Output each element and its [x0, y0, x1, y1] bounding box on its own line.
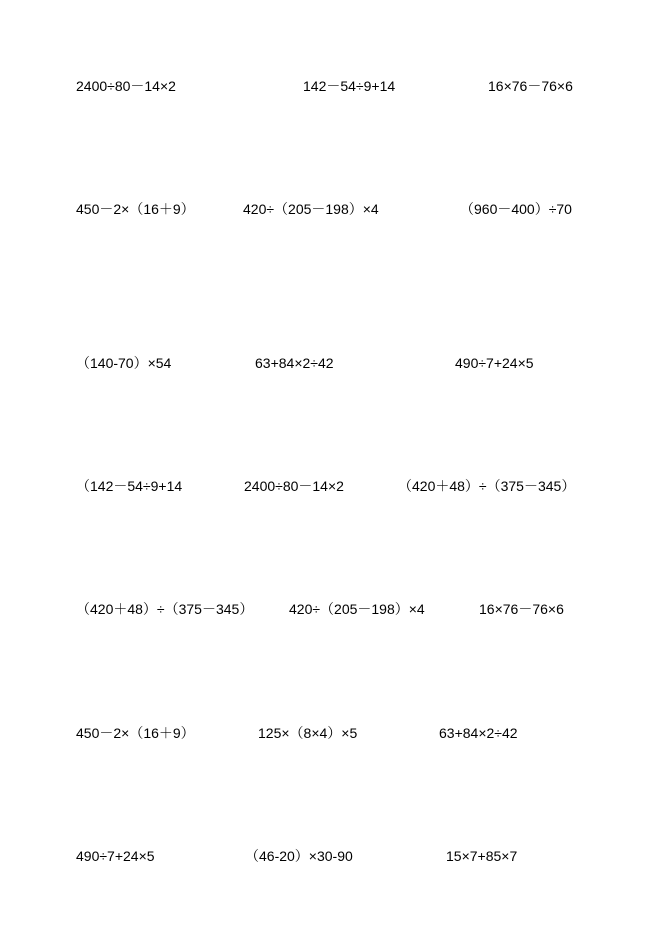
problem: 420÷（205－198）×4	[243, 201, 379, 217]
problem: （420＋48）÷（375－345）	[76, 601, 254, 617]
problem: （140-70）×54	[76, 355, 172, 371]
problem: 420÷（205－198）×4	[289, 601, 425, 617]
problem: 450－2×（16＋9）	[76, 201, 195, 217]
problem: 2400÷80－14×2	[244, 478, 344, 494]
problem: 16×76－76×6	[488, 78, 573, 94]
problem: 63+84×2÷42	[439, 725, 518, 741]
problem: 15×7+85×7	[446, 848, 518, 864]
problem: 490÷7+24×5	[76, 848, 155, 864]
problem: 450－2×（16＋9）	[76, 725, 195, 741]
problem: 2400÷80－14×2	[76, 78, 176, 94]
problem: 63+84×2÷42	[255, 355, 334, 371]
problem: （142－54÷9+14	[76, 478, 183, 494]
problem: 125×（8×4）×5	[258, 725, 358, 741]
problem: 142－54÷9+14	[303, 78, 396, 94]
problem: 16×76－76×6	[479, 601, 564, 617]
problem: （960－400）÷70	[460, 201, 572, 217]
problem: 490÷7+24×5	[455, 355, 534, 371]
problem: （420＋48）÷（375－345）	[398, 478, 576, 494]
problem: （46-20）×30-90	[245, 848, 353, 864]
